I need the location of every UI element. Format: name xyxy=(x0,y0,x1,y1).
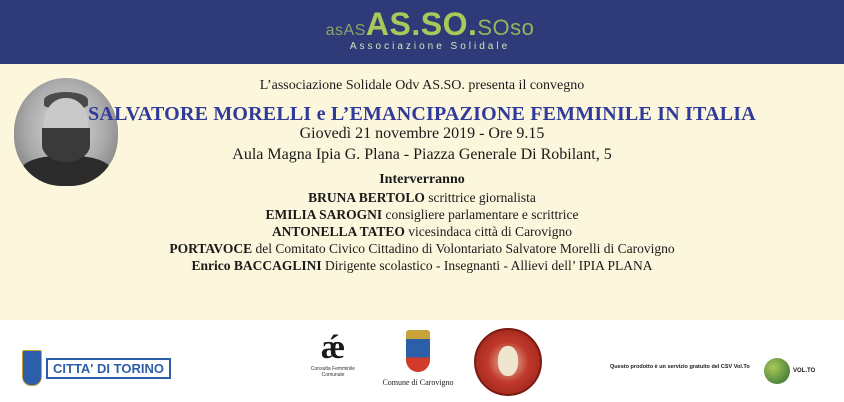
event-date-time: Giovedì 21 novembre 2019 - Ore 9.15 xyxy=(299,125,545,142)
logo-large-text: AS.SO. xyxy=(365,6,478,42)
speaker-role: Dirigente scolastico - Insegnanti - Allievi dell’ IPIA PLANA xyxy=(321,258,653,273)
citta-di-torino-logo xyxy=(22,350,171,386)
logo-tail-text: SOso xyxy=(477,15,535,40)
logo-small-text: asAS xyxy=(325,22,366,39)
torino-label: CITTA' DI TORINO xyxy=(46,358,171,379)
speaker-name: BRUNA BERTOLO xyxy=(308,190,425,205)
csv-note: Questo prodotto è un servizio gratuito del CSV Vol.To xyxy=(610,364,750,370)
consulta-femminile-logo xyxy=(308,330,358,378)
speaker-line xyxy=(0,258,844,274)
logo-subtitle: Associazione Solidale xyxy=(349,41,511,52)
consulta-mark-icon: ǽ xyxy=(320,329,346,366)
speaker-name: EMILIA SAROGNI xyxy=(265,207,383,222)
speaker-role: scrittrice giornalista xyxy=(424,190,536,205)
comitato-medal-logo xyxy=(474,328,542,396)
volto-label: VOL.TO xyxy=(793,368,816,374)
asso-logo xyxy=(300,6,560,62)
speaker-name: ANTONELLA TATEO xyxy=(271,224,405,239)
speaker-role: vicesindaca città di Carovigno xyxy=(404,224,573,239)
volto-circle-icon xyxy=(764,358,790,384)
volto-logo xyxy=(764,358,815,384)
comune-caption: Comune di Carovigno xyxy=(382,378,454,387)
header-banner xyxy=(0,0,844,64)
speakers-heading: Interverranno xyxy=(379,172,465,187)
speaker-name: Enrico BACCAGLINI xyxy=(191,258,322,273)
speaker-role: del Comitato Civico Cittadino di Volontariato Salvatore Morelli di Carovigno xyxy=(252,241,675,256)
carovigno-shield-icon xyxy=(406,330,430,372)
intro-line: L’associazione Solidale Odv AS.SO. presenta il convegno xyxy=(259,78,585,93)
speaker-line xyxy=(0,241,844,257)
speaker-line xyxy=(0,207,844,223)
torino-crest-icon xyxy=(22,350,42,386)
comune-carovigno-logo xyxy=(378,330,458,387)
speaker-role: consigliere parlamentare e scrittrice xyxy=(382,207,579,222)
speaker-line xyxy=(0,224,844,240)
speaker-line xyxy=(0,190,844,206)
speaker-name: PORTAVOCE xyxy=(169,241,253,256)
sponsor-footer xyxy=(0,320,844,402)
event-venue: Aula Magna Ipia G. Plana - Piazza Generale Di Robilant, 5 xyxy=(232,146,612,163)
consulta-caption: Consulta Femminile Comunale xyxy=(310,366,356,378)
event-title: SALVATORE MORELLI e L’EMANCIPAZIONE FEMMINILE IN ITALIA xyxy=(88,103,756,125)
